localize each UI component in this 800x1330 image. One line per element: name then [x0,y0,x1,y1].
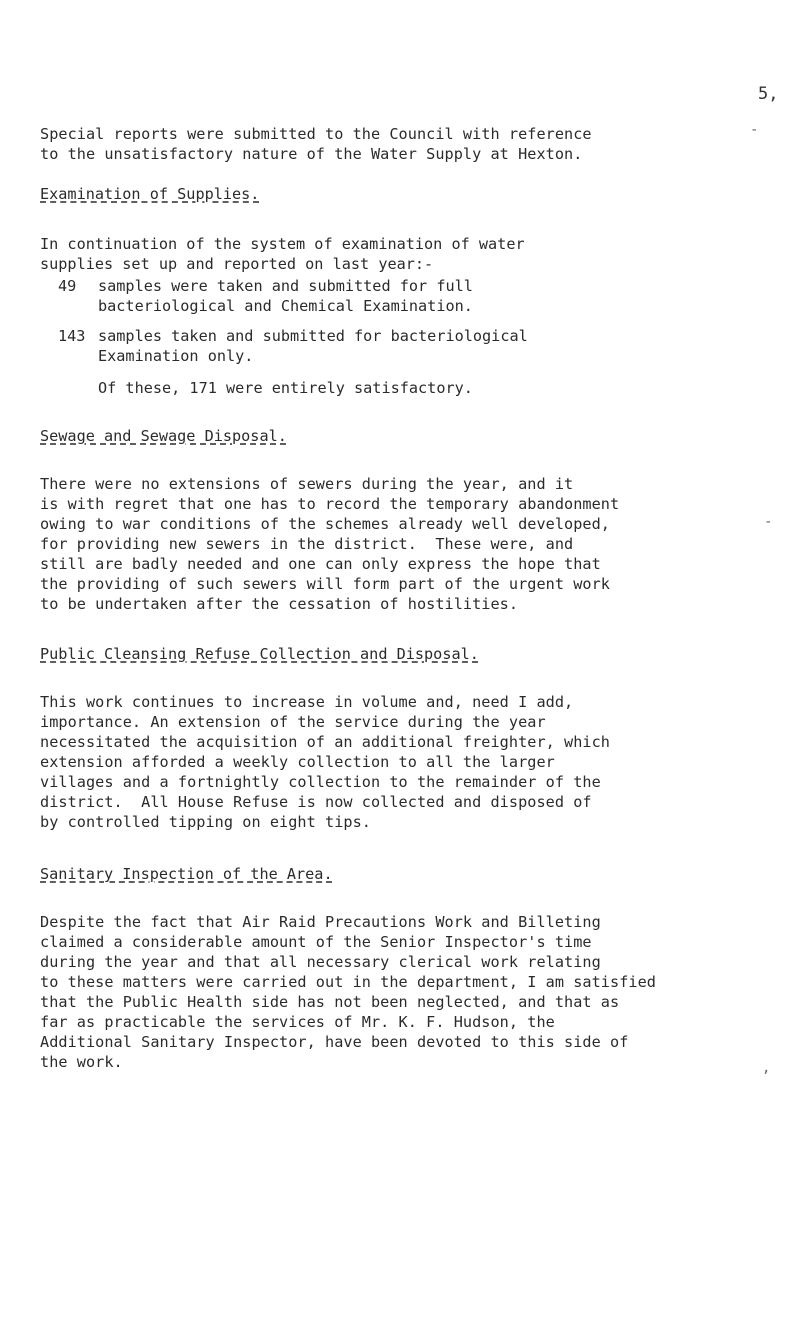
sewage-paragraph: There were no extensions of sewers during the year, and it is with regret that one has to record the temporary abandonment owing to war conditions of the schemes already well developed, for providing new sewers in the district. These were, and still are badly needed and one can only express the hope that the providing of such sewers will form part of the urgent work to be undertaken after the cessation of hostilities. [40,475,620,613]
supplies-summary: Of these, 171 were entirely satisfactory. [98,379,473,397]
intro-paragraph: Special reports were submitted to the Council with reference to the unsatisfactory nature of the Water Supply at Hexton. [40,125,592,163]
sanitary-heading: Sanitary Inspection of the Area. [40,865,333,883]
margin-mark: - [764,514,773,530]
supplies-item-text: samples were taken and submitted for full bacteriological and Chemical Examination. [98,277,473,315]
supplies-heading: Examination of Supplies. [40,185,260,203]
sanitary-paragraph: Despite the fact that Air Raid Precautions Work and Billeting claimed a considerable amount of the Senior Inspector's time during the year and that all necessary clerical work relating to these matters were carried out in the department, I am satisfied that the Public Health side has not been neglected, and that as far as practicable the services of Mr. K. F. Hudson, the Additional Sanitary Inspector, have been devoted to this side of the work. [40,913,656,1071]
supplies-intro: In continuation of the system of examination of water supplies set up and reported on last year:- [40,235,525,273]
cleansing-paragraph: This work continues to increase in volume and, need I add, importance. An extension of the service during the year necessitated the acquisition of an additional freighter, which extension afforded a weekly collection to all the larger villages and a fortnightly collection to the remainder of the district. All House Refuse is now collected and disposed of by controlled tipping on eight tips. [40,693,611,831]
sewage-heading: Sewage and Sewage Disposal. [40,427,287,445]
margin-mark: , [762,1060,771,1076]
supplies-item-number: 143 [58,327,86,345]
page-number: 5, [758,84,779,104]
supplies-item-number: 49 [58,277,77,295]
supplies-item-text: samples taken and submitted for bacteriological Examination only. [98,327,528,365]
margin-mark: - [750,122,759,138]
cleansing-heading: Public Cleansing Refuse Collection and Disposal. [40,645,479,663]
